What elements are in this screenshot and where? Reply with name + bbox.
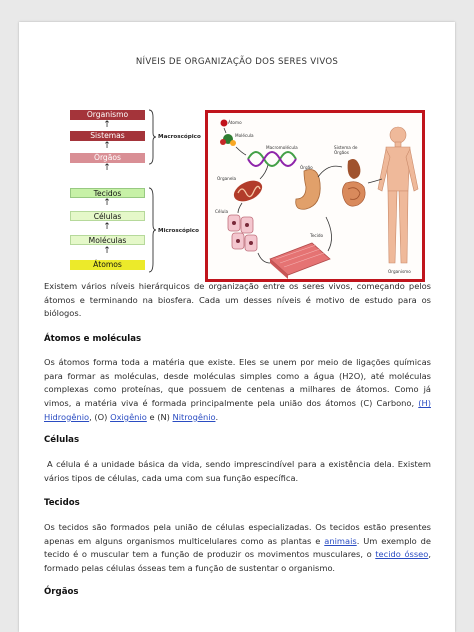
level-orgaos: Órgãos (70, 153, 145, 163)
level-sistemas: Sistemas (70, 131, 145, 141)
link-animais[interactable]: animais (324, 535, 357, 546)
label-celula: Célula (215, 209, 229, 214)
label-macromolecula: Macromolécula (266, 145, 298, 150)
label-sistema: Sistema de Órgãos (334, 145, 358, 155)
label-organismo: Organismo (388, 269, 411, 274)
up-arrow-icon: ↑ (103, 141, 111, 151)
label-organela: Organela (217, 176, 237, 181)
up-arrow-icon: ↑ (103, 198, 111, 208)
intro-text: Existem vários níveis hierárquicos de organização entre os seres vivos, começando pelos átomos e terminando na biosfera. Cada um desses níveis é motivo de estudo para os biólogos. (44, 281, 431, 319)
up-arrow-icon: ↑ (103, 246, 111, 256)
heading-tecidos: Tecidos (44, 498, 80, 508)
tecidos-paragraph (44, 521, 431, 576)
level-celulas: Células (70, 211, 145, 221)
atomos-text-2: , (O) (89, 411, 111, 422)
document-page (19, 22, 455, 632)
tecidos-text-1: Os tecidos são formados pela união de células especializadas. Os tecidos estão presentes apenas em alguns organismos multicelulares como as plantas e (44, 522, 431, 546)
celulas-text: A célula é a unidade básica da vida, sendo imprescindível para a existência dela. Existem vários tipos de células, cada uma com sua função específica. (44, 459, 431, 483)
label-molecula: Molécula (235, 133, 254, 138)
tecidos-text-3: , formado pelas células ósseas tem a função de sustentar o organismo. (44, 549, 431, 574)
tecidos-text (44, 521, 431, 576)
label-atomo: Átomo (228, 120, 242, 125)
label-tecido: Tecido (310, 233, 324, 238)
page-title: NÍVEIS DE ORGANIZAÇÃO DOS SERES VIVOS (135, 57, 339, 67)
link-tecido-osseo[interactable]: tecido ósseo (375, 549, 429, 560)
up-arrow-icon: ↑ (103, 222, 111, 232)
atomos-paragraph (44, 356, 431, 425)
atomos-text-1: Os átomos forma toda a matéria que existe. Eles se unem por meio de ligações químicas para formar as moléculas, desde moléculas simples como a água (H2O), até moléculas complexas como proteínas, que possuem de centenas a milhares de átomos. Como já vimos, a matéria viva é formada principalmente pela união dos átomos (C) Carbono, (44, 357, 431, 409)
label-orgao: Órgão (300, 165, 313, 170)
celulas-paragraph (44, 458, 431, 485)
heading-atomos: Átomos e moléculas (44, 334, 142, 344)
level-organismo: Organismo (70, 110, 145, 120)
macro-brace-icon (148, 109, 156, 165)
tecidos-text-2: . Um exemplo de tecido é o muscular tem a função de produzir os movimentos musculares, o (44, 535, 431, 560)
level-moleculas: Moléculas (70, 235, 145, 245)
atomos-text-3: e (N) (146, 411, 173, 422)
micro-label: Microscópico (158, 228, 199, 234)
up-arrow-icon: ↑ (103, 163, 111, 173)
intro-paragraph (44, 280, 431, 321)
level-tecidos: Tecidos (70, 188, 145, 198)
atomos-text (44, 356, 431, 425)
heading-orgaos: Órgãos (44, 587, 79, 597)
micro-brace-icon (148, 187, 156, 273)
up-arrow-icon: ↑ (103, 120, 111, 130)
organization-levels-figure (70, 85, 425, 283)
link-hidrogenio[interactable]: (H) Hidrogênio (44, 398, 431, 422)
macro-label: Macroscópico (158, 134, 201, 140)
level-atomos: Átomos (70, 260, 145, 270)
levels-illustration (205, 110, 425, 282)
link-oxigenio[interactable]: Oxigênio (110, 411, 147, 422)
link-nitrogenio[interactable]: Nitrogênio (172, 411, 216, 422)
atomos-text-4: . (215, 411, 219, 422)
levels-pyramid (70, 103, 200, 283)
heading-celulas: Células (44, 435, 80, 445)
